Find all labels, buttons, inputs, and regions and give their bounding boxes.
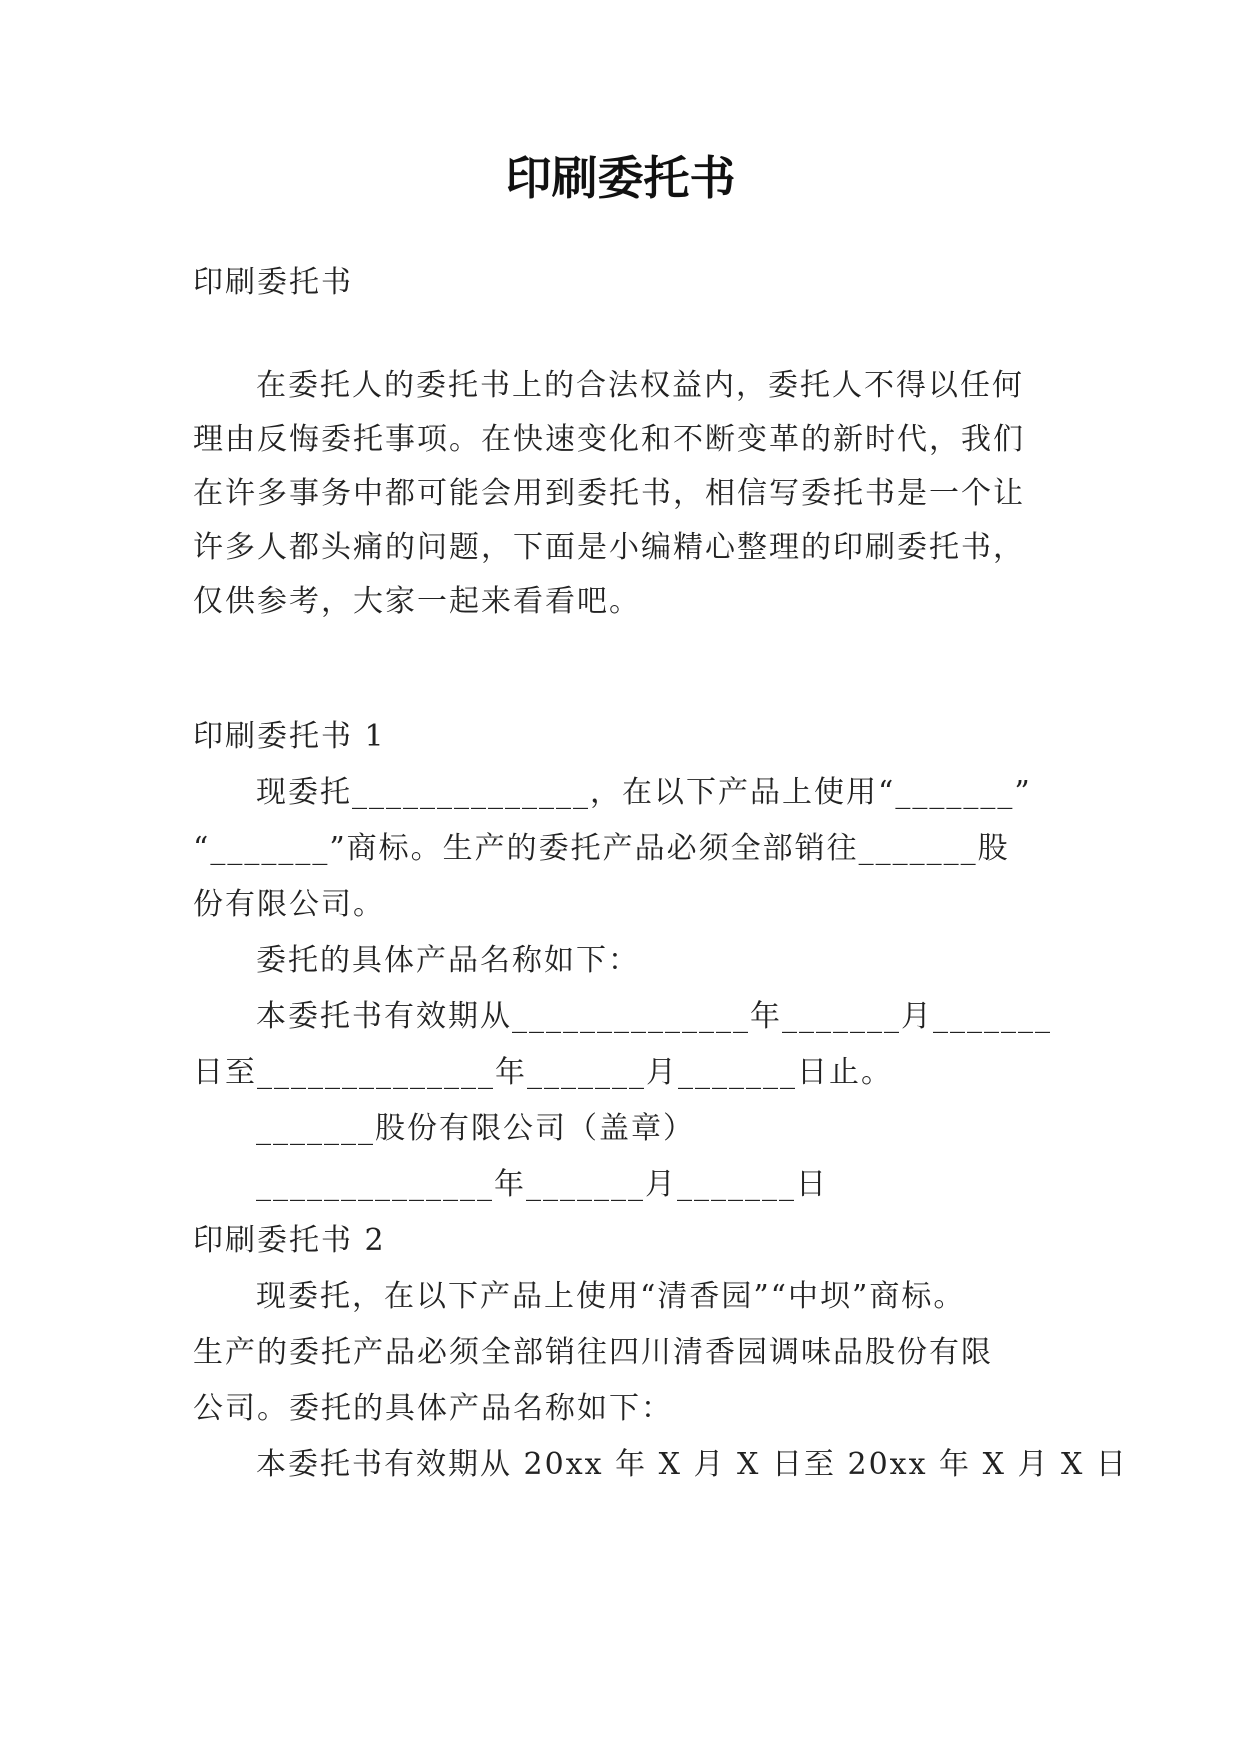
section2-line-1: 现委托，在以下产品上使用“清香园”“中坝”商标。	[256, 1279, 966, 1314]
intro-line-2: 理由反悔委托事项。在快速变化和不断变革的新时代，我们	[193, 422, 1025, 457]
section1-line-7: _______股份有限公司（盖章）	[256, 1111, 695, 1146]
section1-line-6: 日至______________年_______月_______日止。	[193, 1055, 893, 1090]
section2-line-4: 本委托书有效期从 20xx 年 X 月 X 日至 20xx 年 X 月 X 日	[256, 1447, 1128, 1482]
section1-line-1: 现委托______________，在以下产品上使用“_______”	[256, 775, 1032, 810]
intro-line-1: 在委托人的委托书上的合法权益内，委托人不得以任何	[256, 368, 1024, 403]
document-subtitle: 印刷委托书	[193, 265, 353, 300]
section1-line-4: 委托的具体产品名称如下：	[256, 943, 640, 978]
section1-line-8: ______________年_______月_______日	[256, 1167, 828, 1202]
section1-line-2: “_______”商标。生产的委托产品必须全部销往_______股	[193, 831, 1010, 866]
section2-heading: 印刷委托书 2	[193, 1223, 386, 1258]
section1-line-3: 份有限公司。	[193, 887, 385, 922]
intro-line-3: 在许多事务中都可能会用到委托书，相信写委托书是一个让	[193, 476, 1025, 511]
section2-line-3: 公司。委托的具体产品名称如下：	[193, 1391, 673, 1426]
section1-line-5: 本委托书有效期从______________年_______月_______	[256, 999, 1052, 1034]
section2-line-2: 生产的委托产品必须全部销往四川清香园调味品股份有限	[193, 1335, 993, 1370]
document-title: 印刷委托书	[505, 151, 736, 205]
section1-heading: 印刷委托书 1	[193, 719, 386, 754]
intro-line-4: 许多人都头痛的问题，下面是小编精心整理的印刷委托书，	[193, 530, 1025, 565]
intro-line-5: 仅供参考，大家一起来看看吧。	[193, 584, 641, 619]
